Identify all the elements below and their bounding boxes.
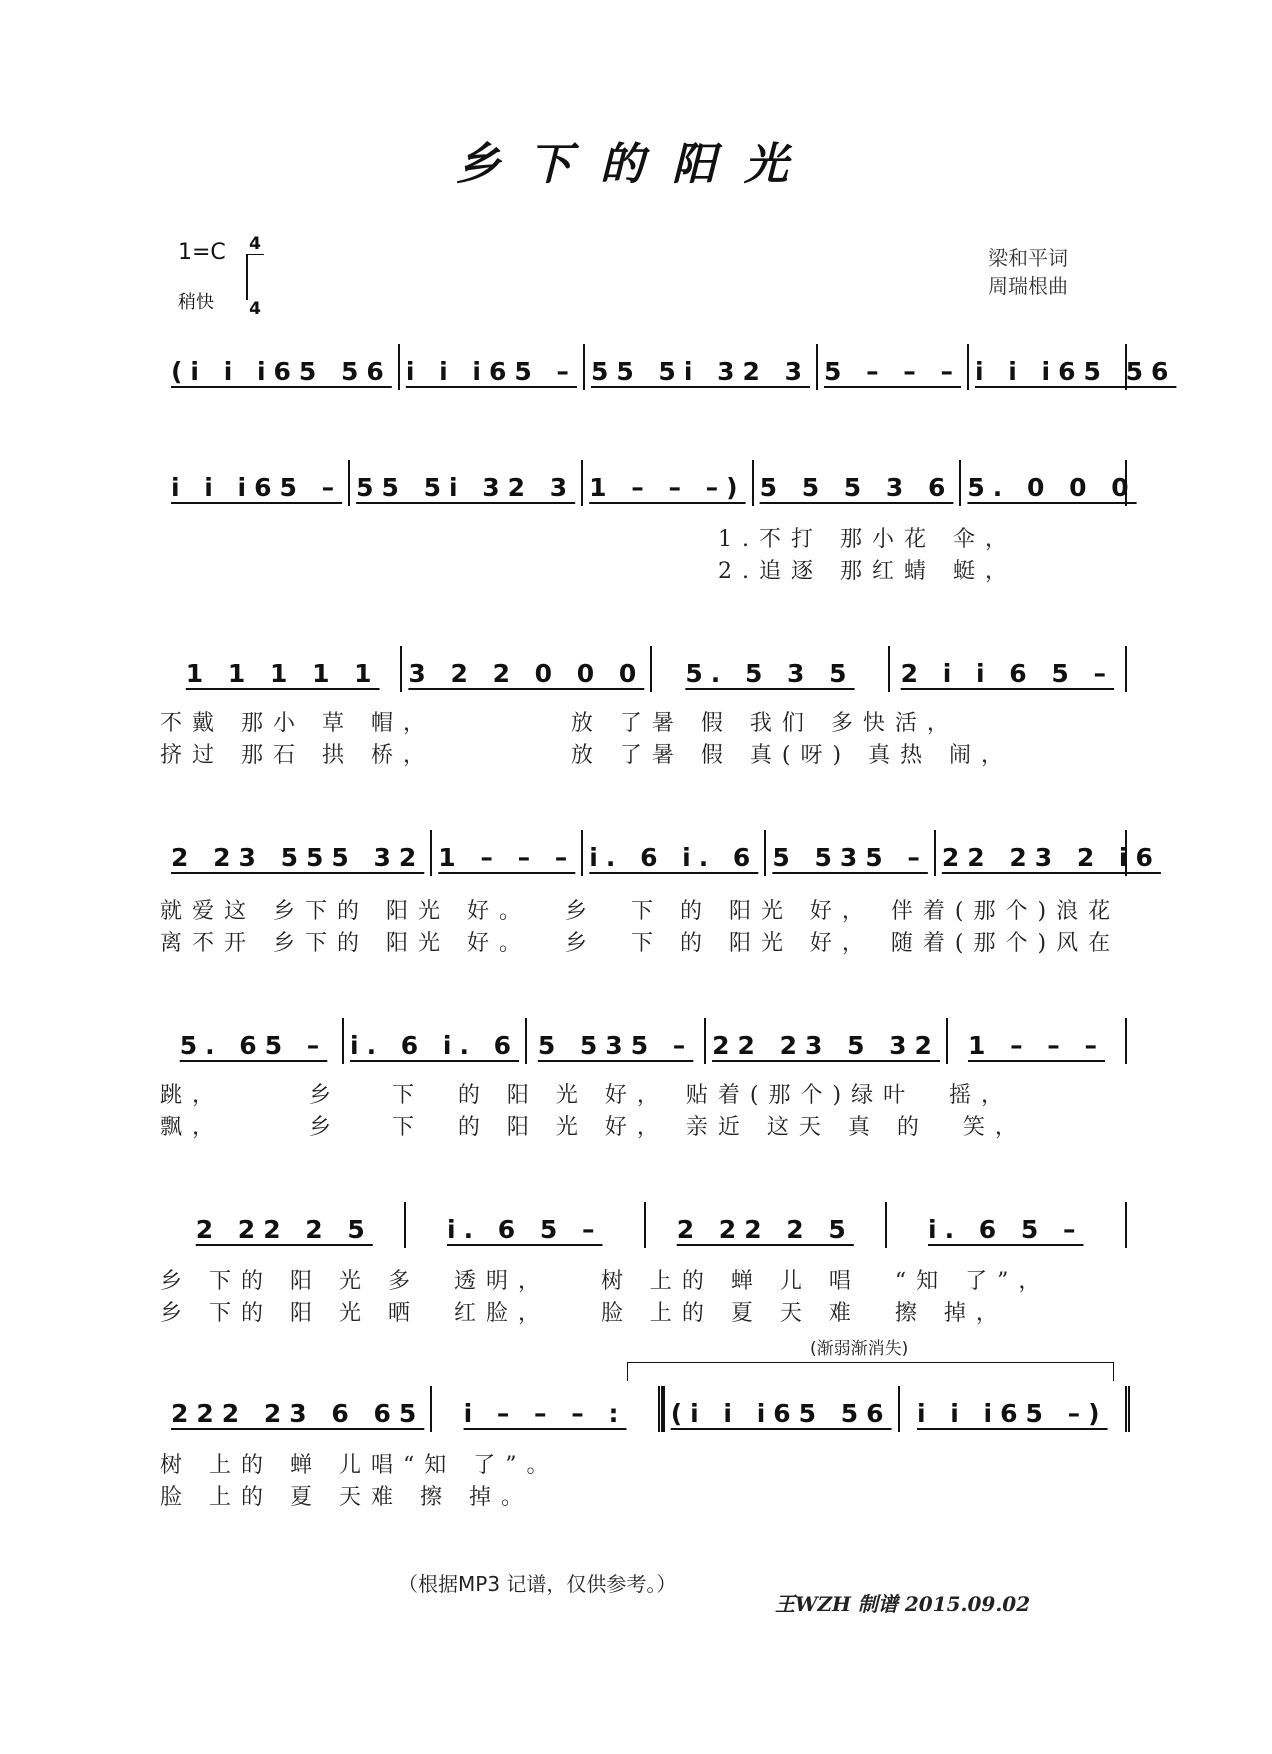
staff-system-4 xyxy=(165,830,1161,876)
lyric-line: 就爱这 乡下的 阳光 好。 乡 下 的 阳光 好， 伴着(那个)浪花 xyxy=(160,899,1121,924)
measure: 5 – – – xyxy=(816,344,967,390)
lyric-line: 1.不打 那小花 伞， xyxy=(718,527,1017,552)
staff-system-6 xyxy=(165,1202,1127,1248)
time-signature: 4 4 xyxy=(246,236,264,318)
staff-system-7 xyxy=(165,1386,1130,1432)
measure: 2 22 2 5 xyxy=(644,1202,885,1248)
measure: 222 23 6 65 xyxy=(171,1399,425,1428)
lyric-line: 不戴 那小 草 帽， 放 了暑 假 我们 多快活， xyxy=(160,711,959,736)
measure: 3 2 2 0 0 0 xyxy=(400,646,650,692)
tempo-marking: 稍快 xyxy=(178,292,214,313)
measure: i – – – : xyxy=(430,1386,662,1432)
page-title: 乡下的阳光 xyxy=(456,139,816,190)
staff-system-3 xyxy=(165,646,1127,692)
measure: 1 – – – xyxy=(430,830,581,876)
measure: 2 22 2 5 xyxy=(195,1215,373,1244)
credits xyxy=(988,244,1068,300)
measure: 55 5i 32 3 xyxy=(348,460,581,506)
measure: (i i i65 56 xyxy=(663,1386,898,1432)
fade-out-label: (渐弱渐消失) xyxy=(810,1339,909,1359)
footer-note: （根据MP3 记谱，仅供参考。） xyxy=(398,1572,677,1596)
measure: i i i65 56 xyxy=(967,344,1182,390)
measure: 2 i i 6 5 – xyxy=(888,646,1125,692)
measure: 55 5i 32 3 xyxy=(583,344,816,390)
measure: 1 1 1 1 1 xyxy=(185,659,380,688)
lyric-line: 离不开 乡下的 阳光 好。 乡 下 的 阳光 好， 随着(那个)风在 xyxy=(160,931,1121,956)
measure: 5. 0 0 0 xyxy=(959,460,1142,506)
staff-system-2 xyxy=(165,460,1137,506)
measure: (i i i65 56 xyxy=(171,357,392,386)
lyric-line: 飘， 乡 下 的 阳 光 好， 亲近 这天 真 的 笑， xyxy=(160,1115,1027,1140)
measure: 1 – – –) xyxy=(581,460,751,506)
measure: i. 6 i. 6 xyxy=(342,1018,525,1064)
lyric-line: 2.追逐 那红蜻 蜓， xyxy=(718,559,1017,584)
measure: i i i65 –) xyxy=(898,1386,1125,1432)
lyric-line: 跳， 乡 下 的 阳 光 好， 贴着(那个)绿叶 摇， xyxy=(160,1083,1014,1108)
measure: i i i65 – xyxy=(171,473,343,502)
lyricist: 梁和平词 xyxy=(988,246,1068,270)
measure: 5. 65 – xyxy=(179,1031,328,1060)
transcriber-signature: 王WZH 制谱 2015.09.02 xyxy=(775,1592,1031,1616)
lyric-line: 挤过 那石 拱 桥， 放 了暑 假 真(呀) 真热 闹， xyxy=(160,743,1014,768)
measure: 5 535 – xyxy=(764,830,934,876)
measure: i. 6 5 – xyxy=(404,1202,645,1248)
measure: 5 535 – xyxy=(525,1018,704,1064)
lyric-line: 乡 下的 阳 光 晒 红脸， 脸 上的 夏 天 难 擦 掉， xyxy=(160,1301,1008,1326)
fade-out-bracket xyxy=(627,1362,1114,1381)
measure: 22 23 2 i6 xyxy=(934,830,1167,876)
key-signature: 1=C xyxy=(178,240,226,265)
measure: 5. 5 3 5 xyxy=(650,646,887,692)
measure: 5 5 5 3 6 xyxy=(752,460,960,506)
staff-system-1 xyxy=(165,344,1177,390)
measure: i i i65 – xyxy=(398,344,583,390)
composer: 周瑞根曲 xyxy=(988,274,1068,298)
measure: 2 23 555 32 xyxy=(171,843,425,872)
measure: 1 – – – xyxy=(946,1018,1125,1064)
staff-system-5 xyxy=(165,1018,1127,1064)
lyric-line: 乡 下的 阳 光 多 透明， 树 上的 蝉 儿 唱 “知 了”， xyxy=(160,1269,1051,1294)
lyric-line: 树 上的 蝉 儿唱“知 了”。 xyxy=(160,1453,559,1478)
measure: 22 23 5 32 xyxy=(704,1018,946,1064)
measure: i. 6 5 – xyxy=(885,1202,1126,1248)
lyric-line: 脸 上的 夏 天难 擦 掉。 xyxy=(160,1485,533,1510)
measure: i. 6 i. 6 xyxy=(581,830,764,876)
